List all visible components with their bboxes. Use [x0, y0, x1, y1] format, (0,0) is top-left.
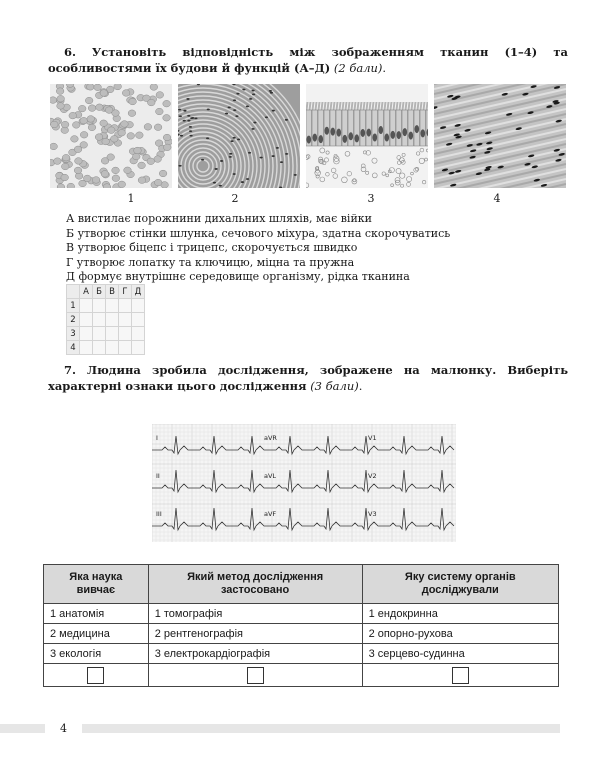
- ecg-lead-label: aVF: [264, 510, 277, 518]
- table-cell: 3 серцево-судинна: [362, 644, 558, 664]
- tissue-image-epithelium: [306, 84, 428, 188]
- grid-col-header: Д: [132, 285, 145, 299]
- grid-cell[interactable]: [93, 327, 106, 341]
- ecg-lead-label: III: [156, 510, 162, 518]
- grid-row-header: 2: [67, 313, 80, 327]
- tissue-image-smooth-muscle: [434, 84, 566, 188]
- ecg-lead-label: aVR: [264, 434, 277, 442]
- answer-checkbox-method[interactable]: [247, 667, 264, 684]
- grid-cell[interactable]: [80, 313, 93, 327]
- grid-cell[interactable]: [132, 327, 145, 341]
- image-caption-3: 3: [367, 192, 375, 205]
- grid-row-header: 3: [67, 327, 80, 341]
- grid-cell[interactable]: [80, 299, 93, 313]
- table-row: [44, 644, 559, 664]
- grid-cell[interactable]: [106, 327, 119, 341]
- ecg-lead-label: V1: [368, 434, 377, 442]
- grid-cell[interactable]: [132, 299, 145, 313]
- grid-cell[interactable]: [80, 341, 93, 355]
- grid-cell[interactable]: [106, 299, 119, 313]
- table-header: Який метод дослідження застосовано: [148, 565, 362, 604]
- question-6-prompt: Установіть відповідність між зображенням тканин (1–4) та особливостями їх будови й функцій (А–Д): [48, 45, 568, 75]
- ecg-lead-label: V3: [368, 510, 377, 518]
- option-a: А вистилає порожнини дихальних шляхів, має війки: [66, 212, 372, 225]
- grid-cell[interactable]: [106, 313, 119, 327]
- grid-cell[interactable]: [106, 341, 119, 355]
- grid-cell[interactable]: [119, 313, 132, 327]
- question-6-text: 6. Установіть відповідність між зображенням тканин (1–4) та особливостями їх будови й функцій (А–Д) (2 бали).: [48, 45, 568, 75]
- page-number: 4: [60, 722, 67, 735]
- answer-checkbox-system[interactable]: [452, 667, 469, 684]
- footer-bar-left: [0, 724, 45, 733]
- question-6-options: [66, 212, 450, 285]
- table-cell: 2 медицина: [44, 624, 149, 644]
- answer-grid: [66, 284, 145, 355]
- option-d: Г утворює лопатку та ключицю, міцна та пружна: [66, 255, 355, 269]
- question-7-points: (3 бали): [310, 379, 359, 393]
- page-footer: [0, 722, 600, 736]
- table-row-answers: [44, 664, 559, 687]
- grid-col-header: Г: [119, 285, 132, 299]
- grid-cell[interactable]: [119, 299, 132, 313]
- question-7-prompt: Людина зробила дослідження, зображене на малюнку. Виберіть характерні ознаки цього дослідження: [48, 363, 569, 393]
- grid-col-header: В: [106, 285, 119, 299]
- table-cell: 2 опорно-рухова: [362, 624, 558, 644]
- grid-row-header: 1: [67, 299, 80, 313]
- ecg-image: [152, 424, 456, 542]
- grid-cell[interactable]: [93, 341, 106, 355]
- grid-cell[interactable]: [132, 341, 145, 355]
- question-7-number: 7.: [64, 363, 77, 377]
- ecg-lead-label: aVL: [264, 472, 277, 480]
- grid-row-header: 4: [67, 341, 80, 355]
- table-cell: 1 томографія: [148, 604, 362, 624]
- tissue-image-bone: [178, 84, 300, 188]
- ecg-lead-label: I: [156, 434, 158, 442]
- grid-cell[interactable]: [80, 327, 93, 341]
- table-cell: 3 електрокардіографія: [148, 644, 362, 664]
- table-cell: 3 екологія: [44, 644, 149, 664]
- option-e: Д формує внутрішнє середовище організму, рідка тканина: [66, 270, 410, 284]
- answer-table: [43, 564, 559, 687]
- tissue-image-blood: [50, 84, 172, 188]
- image-caption-1: 1: [127, 192, 135, 205]
- table-header: Яку систему органів досліджували: [362, 565, 558, 604]
- table-cell: 1 анатомія: [44, 604, 149, 624]
- option-b: Б утворює стінки шлунка, сечового міхура, здатна скорочуватись: [66, 226, 451, 240]
- image-caption-2: 2: [231, 192, 239, 205]
- answer-checkbox-science[interactable]: [87, 667, 104, 684]
- ecg-lead-label: V2: [368, 472, 377, 480]
- grid-col-header: Б: [93, 285, 106, 299]
- grid-cell[interactable]: [119, 341, 132, 355]
- grid-cell[interactable]: [93, 299, 106, 313]
- grid-corner: [67, 285, 80, 299]
- table-cell: 2 рентгенографія: [148, 624, 362, 644]
- grid-cell[interactable]: [119, 327, 132, 341]
- grid-cell[interactable]: [132, 313, 145, 327]
- footer-bar-right: [82, 724, 560, 733]
- question-6-number: 6.: [64, 45, 77, 59]
- table-row: [44, 624, 559, 644]
- tissue-images: [50, 84, 566, 188]
- table-header: Яка наука вивчає: [44, 565, 149, 604]
- grid-cell[interactable]: [93, 313, 106, 327]
- image-caption-4: 4: [493, 192, 501, 205]
- ecg-lead-label: II: [156, 472, 160, 480]
- table-cell: 1 ендокринна: [362, 604, 558, 624]
- grid-col-header: А: [80, 285, 93, 299]
- option-c: В утворює біцепс і трицепс, скорочується швидко: [66, 241, 358, 255]
- table-row: [44, 604, 559, 624]
- question-6-points: (2 бали): [333, 61, 383, 75]
- question-7-text: 7. Людина зробила дослідження, зображене на малюнку. Виберіть характерні ознаки цього дослідження (3 бали).: [48, 363, 569, 393]
